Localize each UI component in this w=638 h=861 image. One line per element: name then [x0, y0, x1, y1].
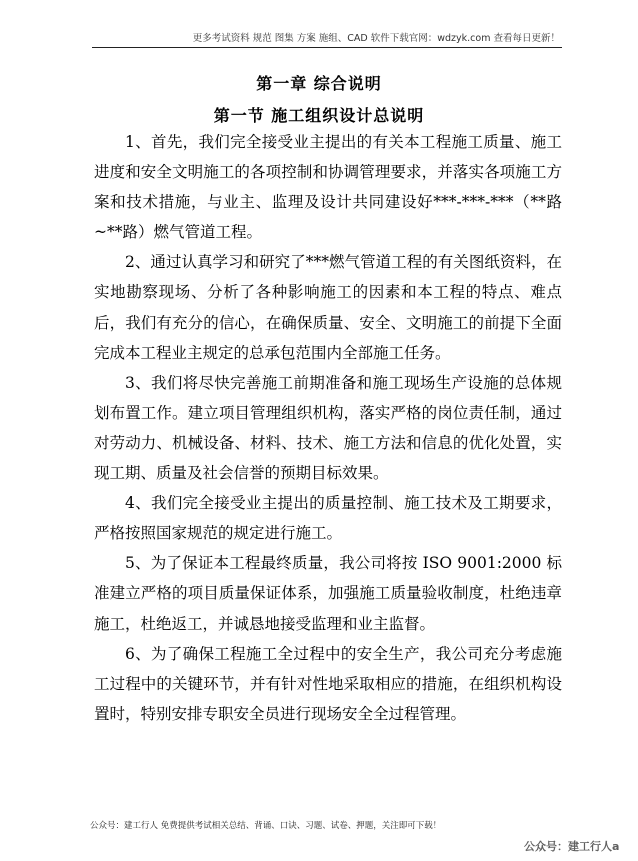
page-footer-text: 公众号：建工行人 免费提供考试相关总结、背诵、口诀、习题、试卷、押题，关注即可下载！ — [90, 821, 442, 831]
paragraph-5: 5、为了保证本工程最终质量，我公司将按 ISO 9001:2000 标准建立严格的项目质量保证体系，加强施工质量验收制度，杜绝违章施工，杜绝返工，并诚恳地接受监理和业主监督。 — [94, 554, 562, 633]
paragraph-4: 4、我们完全接受业主提出的质量控制、施工技术及工期要求，严格按照国家规范的规定进行施工。 — [94, 494, 562, 543]
watermark-text: 公众号：建工行人a — [524, 840, 620, 853]
header-divider — [92, 47, 562, 48]
paragraph-3: 3、我们将尽快完善施工前期准备和施工现场生产设施的总体规划布置工作。建立项目管理组织机构，落实严格的岗位责任制，通过对劳动力、机械设备、材料、技术、施工方法和信息的优化处置，实现工期、质量及社会信誉的预期目标效果。 — [94, 373, 562, 483]
chapter-title: 第一章 综合说明 — [256, 74, 382, 93]
document-body — [94, 127, 562, 729]
page-header-text: 更多考试资料 规范 图集 方案 施组、CAD 软件下载官网：wdzyk.com 查看每日更新！ — [192, 33, 560, 44]
section-title: 第一节 施工组织设计总说明 — [213, 106, 425, 125]
paragraph-1: 1、首先，我们完全接受业主提出的有关本工程施工质量、施工进度和安全文明施工的各项控制和协调管理要求，并落实各项施工方案和技术措施，与业主、监理及设计共同建设好***-***-***（**路~**路）燃气管道工程。 — [94, 133, 562, 242]
paragraph-6: 6、为了确保工程施工全过程中的安全生产，我公司充分考虑施工过程中的关键环节，并有针对性地采取相应的措施，在组织机构设置时，特别安排专职安全员进行现场安全全过程管理。 — [94, 644, 562, 723]
paragraph-2: 2、通过认真学习和研究了***燃气管道工程的有关图纸资料，在实地勘察现场、分析了各种影响施工的因素和本工程的特点、难点后，我们有充分的信心，在确保质量、安全、文明施工的前提下全面完成本工程业主规定的总承包范围内全部施工任务。 — [94, 253, 562, 362]
